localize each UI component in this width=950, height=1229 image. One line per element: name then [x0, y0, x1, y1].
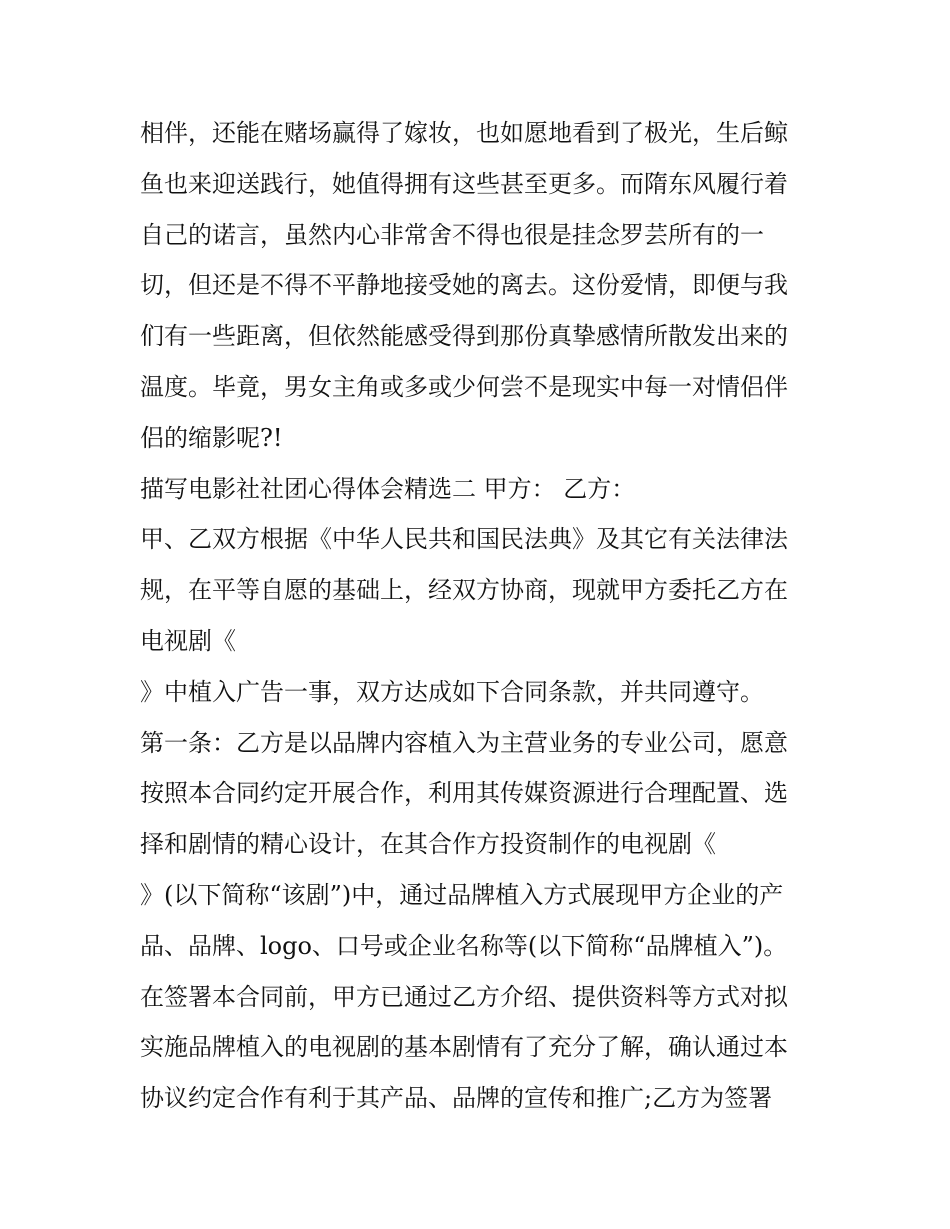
text-line: 在签署本合同前，甲方已通过乙方介绍、提供资料等方式对拟 — [140, 982, 788, 1011]
text-line: 相伴，还能在赌场赢得了嫁妆，也如愿地看到了极光，生后鲸 — [140, 119, 788, 147]
text-line: 品、品牌、logo、口号或企业名称等(以下简称“品牌植入”)。 — [140, 931, 788, 960]
text-line: 甲、乙双方根据《中华人民共和国民法典》及其它有关法律法 — [140, 525, 788, 554]
text-line: 电视剧《 — [140, 626, 236, 655]
text-line: 按照本合同约定开展合作，利用其传媒资源进行合理配置、选 — [140, 779, 788, 808]
text-line: 规，在平等自愿的基础上，经双方协商，现就甲方委托乙方在 — [140, 576, 788, 605]
section-heading: 描写电影社社团心得体会精选二 甲方： 乙方： — [140, 474, 636, 503]
text-line: 鱼也来迎送践行，她值得拥有这些甚至更多。而隋东风履行着 — [140, 169, 788, 198]
text-line: 自己的诺言，虽然内心非常舍不得也很是挂念罗芸所有的一 — [140, 220, 764, 249]
text-line: 侣的缩影呢?! — [140, 423, 283, 452]
text-line: 》中植入广告一事，双方达成如下合同条款，并共同遵守。 — [140, 677, 764, 706]
text-line: 第一条：乙方是以品牌内容植入为主营业务的专业公司，愿意 — [140, 728, 788, 757]
text-line: 择和剧情的精心设计，在其合作方投资制作的电视剧《 — [140, 830, 716, 859]
text-line: 协议约定合作有利于其产品、品牌的宣传和推广;乙方为签署 — [140, 1084, 773, 1113]
text-line: 》(以下简称“该剧”)中，通过品牌植入方式展现甲方企业的产 — [140, 880, 784, 909]
text-line: 们有一些距离，但依然能感受得到那份真挚感情所散发出来的 — [140, 322, 788, 351]
text-line: 切，但还是不得不平静地接受她的离去。这份爱情，即便与我 — [140, 271, 788, 300]
text-line: 实施品牌植入的电视剧的基本剧情有了充分了解，确认通过本 — [140, 1033, 788, 1062]
document-body — [140, 108, 840, 1124]
text-line: 温度。毕竟，男女主角或多或少何尝不是现实中每一对情侣伴 — [140, 372, 788, 401]
